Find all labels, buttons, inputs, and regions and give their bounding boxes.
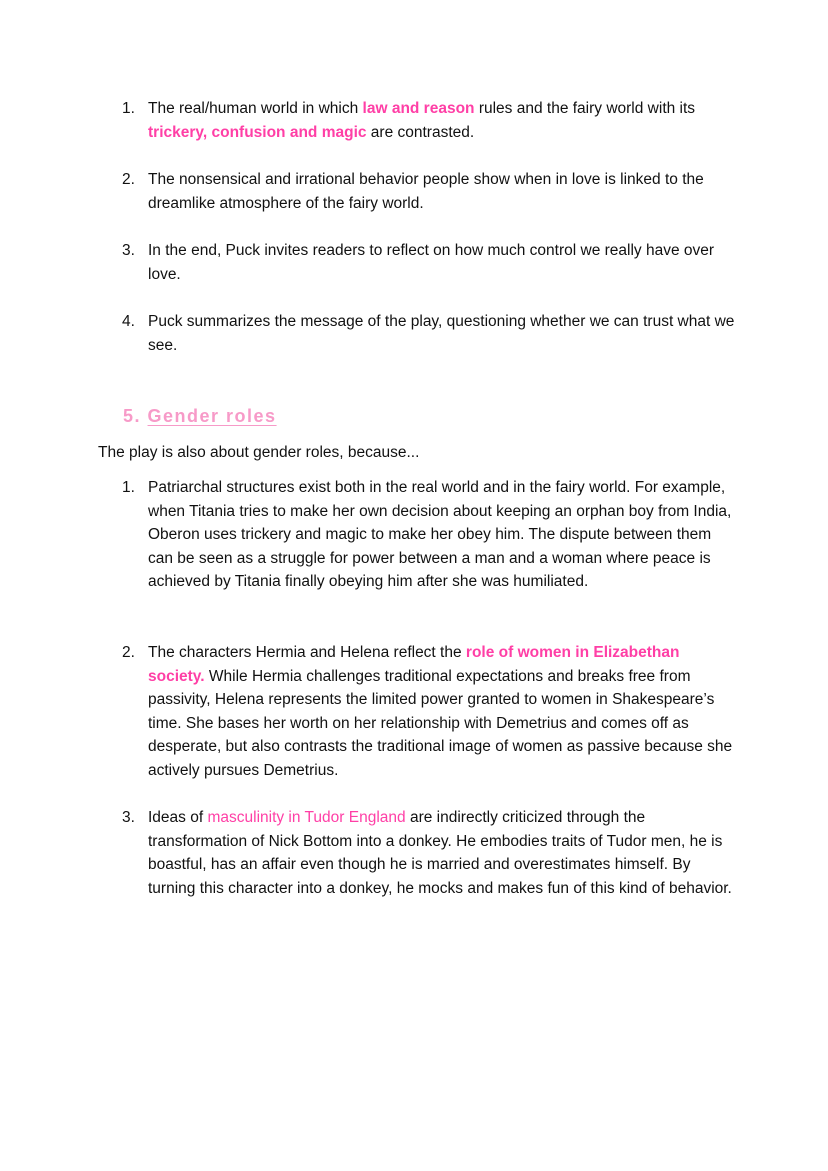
highlight-masculinity-tudor: masculinity in Tudor England [207,809,406,826]
text-run: Puck summarizes the message of the play, questioning whether we can trust what we see. [148,313,735,354]
list-item-text [148,168,738,215]
text-run: The characters Hermia and Helena reflect the [148,644,466,661]
text-run: are contrasted. [366,123,475,141]
text-run: rules and the fairy world with its [474,100,696,117]
list-item-number: 2. [122,644,135,661]
list-item-text [148,806,738,900]
list-item-number: 3. [122,809,135,826]
list-item-number: 1. [122,479,135,496]
list-item-text [148,239,738,286]
section-title: Gender roles [147,406,277,426]
text-run: Ideas of [148,809,208,826]
highlight-law-and-reason: law and reason [362,100,475,117]
list-item-number: 1. [122,100,135,117]
section-heading [123,404,277,428]
list-item-number: 3. [122,242,135,259]
section-number: 5. [123,406,142,426]
text-run: While Hermia challenges traditional expectations and breaks free from passivity, Helena represents the limited power granted to women in Shakespeare’s time. She bases her worth on her relationship with Demetrius and comes off as desperate, but also contrasts the traditional image of women as passive because she actively pursues Demetrius. [148,667,733,779]
list-item-text [148,97,738,144]
text-run: are indirectly criticized through the transformation of Nick Bottom into a donkey. He embodies traits of Tudor men, he is boastful, has an affair even though he is married and overestimates himself. By turning this character into a donkey, he mocks and makes fun of this kind of behavior. [148,809,732,897]
list-item-text [148,310,738,357]
text-run: The real/human world in which [148,100,363,117]
list-item-text [148,476,738,594]
highlight-role-of-women: role of women in Elizabethan society. [148,644,680,685]
text-run: The nonsensical and irrational behavior people show when in love is linked to the dreamlike atmosphere of the fairy world. [148,171,704,212]
text-run: In the end, Puck invites readers to reflect on how much control we really have over love. [148,242,715,283]
list-item-text [148,641,738,783]
list-item-number: 2. [122,171,135,188]
list-item-number: 4. [122,313,135,330]
section-intro: The play is also about gender roles, because... [98,444,420,461]
text-run: Patriarchal structures exist both in the real world and in the fairy world. For example, when Titania tries to make her own decision about keeping an orphan boy from India, Oberon uses trickery and magic to make her obey him. The dispute between them can be seen as a struggle for power between a man and a woman where peace is achieved by Titania finally obeying him after she was humiliated. [148,479,732,591]
highlight-trickery-confusion-magic: trickery, confusion and magic [148,123,367,141]
